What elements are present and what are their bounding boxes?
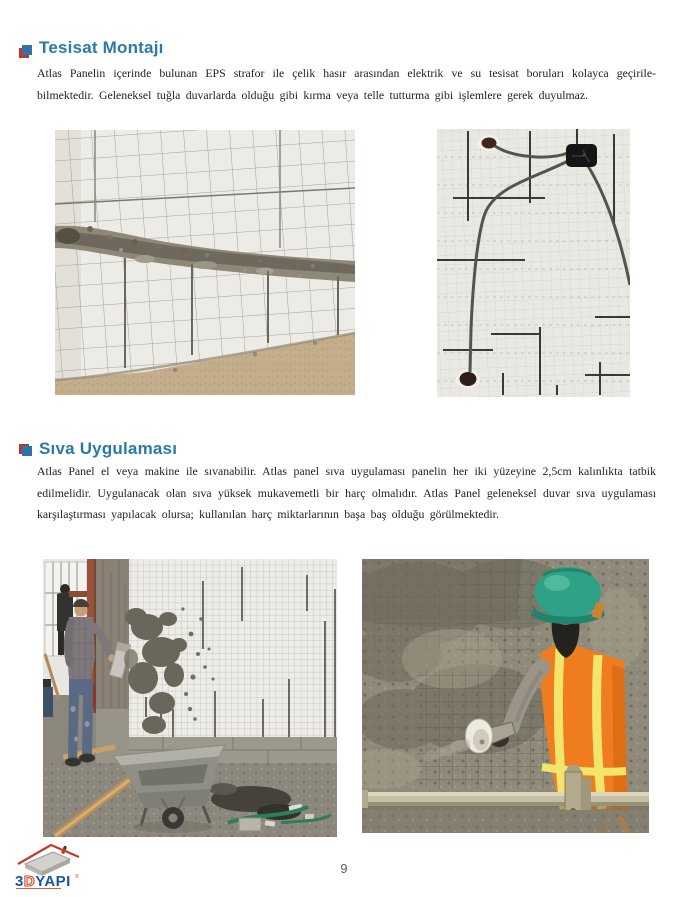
machine-plastering-photo (362, 559, 649, 833)
junction-box (566, 144, 597, 167)
paragraph-line: bilmektedir. Geleneksel tuğla duvarlarda olduğu gibi kırma veya telle tutturma gibi işlemlere gerek duyulmaz. (37, 87, 589, 102)
junction-box-wiring-photo (437, 129, 630, 397)
paragraph-line: Atlas Panelin içerinde bulunan EPS strafor ile çelik hasır arasından elektrik ve su tesisat boruları kolayca geçirile- (37, 66, 656, 80)
scaffold-pipe (362, 790, 649, 810)
paragraph-line: Atlas Panel el veya makine ile sıvanabilir. Atlas panel sıva uygulaması panelin her iki yüzeyine 2,5cm kalınlıkta tatbik (37, 464, 656, 478)
heading-square-bullet-icon (22, 45, 32, 55)
heading-square-bullet-icon (22, 446, 32, 456)
section-paragraph (37, 461, 656, 526)
section-title: Sıva Uygulaması (39, 439, 178, 458)
plaster-sprayer-disc (466, 719, 493, 753)
section-heading-tesisat-montaji (22, 38, 164, 58)
logo-text-d: D (23, 873, 36, 890)
section-heading-siva-uygulamasi (22, 439, 177, 459)
logo-text-yapi: YAPI (35, 873, 71, 890)
eps-wall-channel-photo (55, 130, 355, 395)
hand-plastering-photo (43, 559, 337, 837)
figure-junction-box-wiring (437, 129, 630, 397)
logo-text-3: 3 (15, 873, 24, 890)
figure-eps-wall-channel (55, 130, 355, 395)
paragraph-line: karşılaştırması yapılacak olursa; kullanılan harç miktarlarının başa baş olduğu görülmektedir. (37, 507, 499, 522)
paragraph-line: edilmelidir. Uygulanacak olan sıva yüksek mukavemetli bir harç olmalıdır. Atlas Panel geleneksel duvar sıva uygulaması (37, 485, 656, 500)
figure-machine-plastering (362, 559, 649, 833)
section-paragraph (37, 63, 656, 106)
page-number: 9 (340, 862, 348, 876)
section-title: Tesisat Montajı (39, 38, 164, 57)
figure-hand-plastering (43, 559, 337, 837)
registered-mark: ® (75, 874, 79, 880)
